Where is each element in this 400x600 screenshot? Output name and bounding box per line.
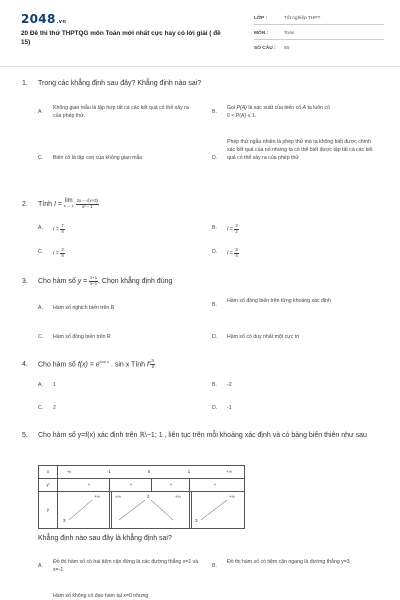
meta-socau: SỐ CÂU : 50 (254, 46, 290, 51)
divider (0, 66, 400, 67)
question-3: 3. Cho hàm số y = $\frac{x+1}{x-1}$. Chọn khẳng định đúng (22, 275, 173, 286)
page: 2048.vn 20 Đề thi thử THPTQG môn Toán mới nhất cực hay có lời giải ( đề 15) LỚP : Tốt nghiệp THPT MÔN : Toán SỐ CÂU : 50 1. Trong các khẳng định sau đây? Khẳng định nào sai? A. Không gian mẫu là tập hợp tất cả các kết quả có thể xảy ra của phép thử. B. Gọi P(A) là xác suất của biến cố A ta luôn có 0 < P(A) ≤ 1. C. Biến cố là tập con của không gian mẫu D. Phép thử ngẫu nhiên là phép thử mà ta không biết được chính xác kết quả của nó nhưng ta có thể biết được tập tất cả các kết quả có thể xảy ra của phép thử 2. Tính I = lim x → 1 $\frac{2x - √(x+3)}{\text{x² − 1}}$ A. I = $\frac{7}{8}$ B. I = $\frac{3}{2}$ C. I = $\frac{3}{8}$ D. I = $\frac{3}{4}$ 3. Cho hàm số y = $\frac{x+1}{x-1}$. Chọn khẳng định đúng A. Hàm số nghịch biến trên R B. Hàm số đồng biến trên từng khoảng xác định C. Hàm số đồng biến trên R D. Hàm số có duy nhất một cực trị 4. Cho hàm số $f(x) = e^{cos x}$ . sin x Tính f' $\frac{\pi}{2}$ A. 1 B. -2 C. 2 D. -1 5. Cho hàm số y=f(x) xác định trên ℝ\−1; 1 , liên tục trên mỗi khoảng xác định và có bảng biến thiên như sau x -∞ -1 0 1 +∞ y' + + + + y 3 +∞ +∞ 2 +∞ 3 +∞ Khẳng định nào sau đây là khẳng định sai? A. Đồ thị hàm số có hai tiệm cận đứng là các đường thẳng x=1 và x=-1 B. Đồ thị hàm số có tiệm cận ngang là đường thẳng y=3 Hàm số không có đạo hàm tại x=0 nhưng (0, 0, 400, 600)
meta-lop: LỚP : Tốt nghiệp THPT (254, 16, 320, 21)
question-5-prompt: Khẳng định nào sau đây là khẳng định sai? (38, 535, 172, 542)
table-row-yprime: y' + + + + (39, 479, 244, 492)
header (0, 0, 400, 62)
variation-table (38, 465, 245, 529)
site-logo[interactable]: 2048.vn (21, 12, 67, 26)
question-4: 4. Cho hàm số $f(x) = e^{cos x}$ . sin x Tính f' $\frac{\pi}{2}$ (22, 358, 155, 369)
question-1: 1. Trong các khẳng định sau đây? Khẳng định nào sai? (22, 80, 202, 87)
table-row-y: y 3 +∞ +∞ 2 +∞ 3 +∞ (39, 492, 244, 528)
table-row-x: x -∞ -1 0 1 +∞ (39, 466, 244, 479)
question-5: 5. Cho hàm số y=f(x) xác định trên ℝ\−1; 1 , liên tục trên mỗi khoảng xác định và có bảng biến thiên như sau (22, 432, 367, 439)
meta-mon: MÔN : Toán (254, 31, 294, 36)
variation-arrows (39, 492, 244, 528)
question-2: 2. Tính I = lim x → 1 $\frac{2x - √(x+3)}{\text{x² − 1}}$ (22, 198, 98, 209)
document-title: 20 Đề thi thử THPTQG môn Toán mới nhất cực hay có lời giải ( đề 15) (21, 30, 221, 46)
